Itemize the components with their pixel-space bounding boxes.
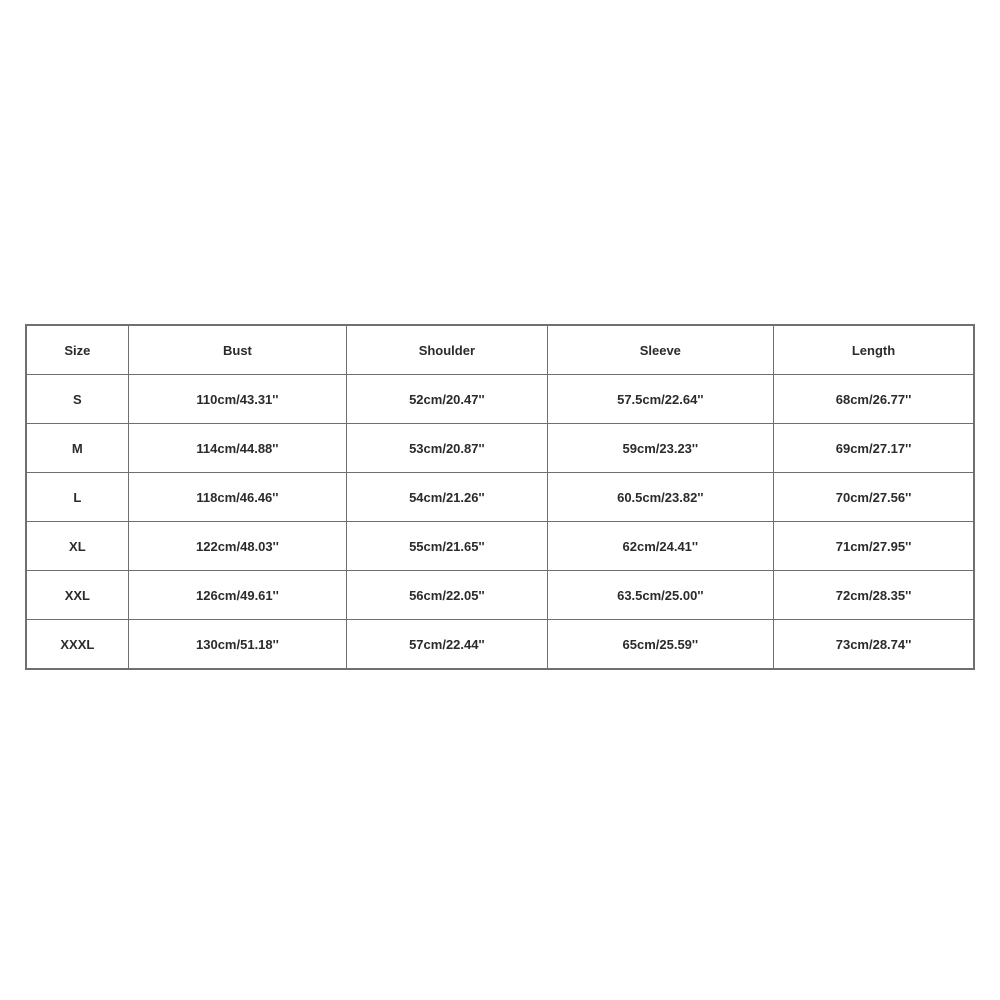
header-shoulder: Shoulder [347,325,547,375]
cell-bust: 110cm/43.31'' [128,375,346,424]
cell-sleeve: 62cm/24.41'' [547,522,773,571]
table-row [26,473,974,522]
cell-bust: 126cm/49.61'' [128,571,346,620]
cell-length: 71cm/27.95'' [774,522,974,571]
cell-bust: 118cm/46.46'' [128,473,346,522]
cell-size: XL [26,522,128,571]
table-row [26,424,974,473]
table-row [26,522,974,571]
cell-length: 72cm/28.35'' [774,571,974,620]
cell-shoulder: 53cm/20.87'' [347,424,547,473]
cell-sleeve: 57.5cm/22.64'' [547,375,773,424]
header-size: Size [26,325,128,375]
cell-size: S [26,375,128,424]
header-length: Length [774,325,974,375]
cell-shoulder: 56cm/22.05'' [347,571,547,620]
cell-sleeve: 63.5cm/25.00'' [547,571,773,620]
cell-size: M [26,424,128,473]
cell-shoulder: 52cm/20.47'' [347,375,547,424]
cell-sleeve: 59cm/23.23'' [547,424,773,473]
cell-bust: 130cm/51.18'' [128,620,346,670]
size-chart-table [25,324,975,670]
cell-bust: 114cm/44.88'' [128,424,346,473]
cell-length: 73cm/28.74'' [774,620,974,670]
header-bust: Bust [128,325,346,375]
cell-size: XXXL [26,620,128,670]
table-row [26,620,974,670]
cell-sleeve: 60.5cm/23.82'' [547,473,773,522]
cell-sleeve: 65cm/25.59'' [547,620,773,670]
cell-shoulder: 54cm/21.26'' [347,473,547,522]
header-sleeve: Sleeve [547,325,773,375]
cell-shoulder: 55cm/21.65'' [347,522,547,571]
cell-length: 69cm/27.17'' [774,424,974,473]
table-row [26,571,974,620]
cell-size: L [26,473,128,522]
cell-shoulder: 57cm/22.44'' [347,620,547,670]
cell-length: 70cm/27.56'' [774,473,974,522]
cell-size: XXL [26,571,128,620]
table-header-row [26,325,974,375]
cell-length: 68cm/26.77'' [774,375,974,424]
cell-bust: 122cm/48.03'' [128,522,346,571]
table-row [26,375,974,424]
